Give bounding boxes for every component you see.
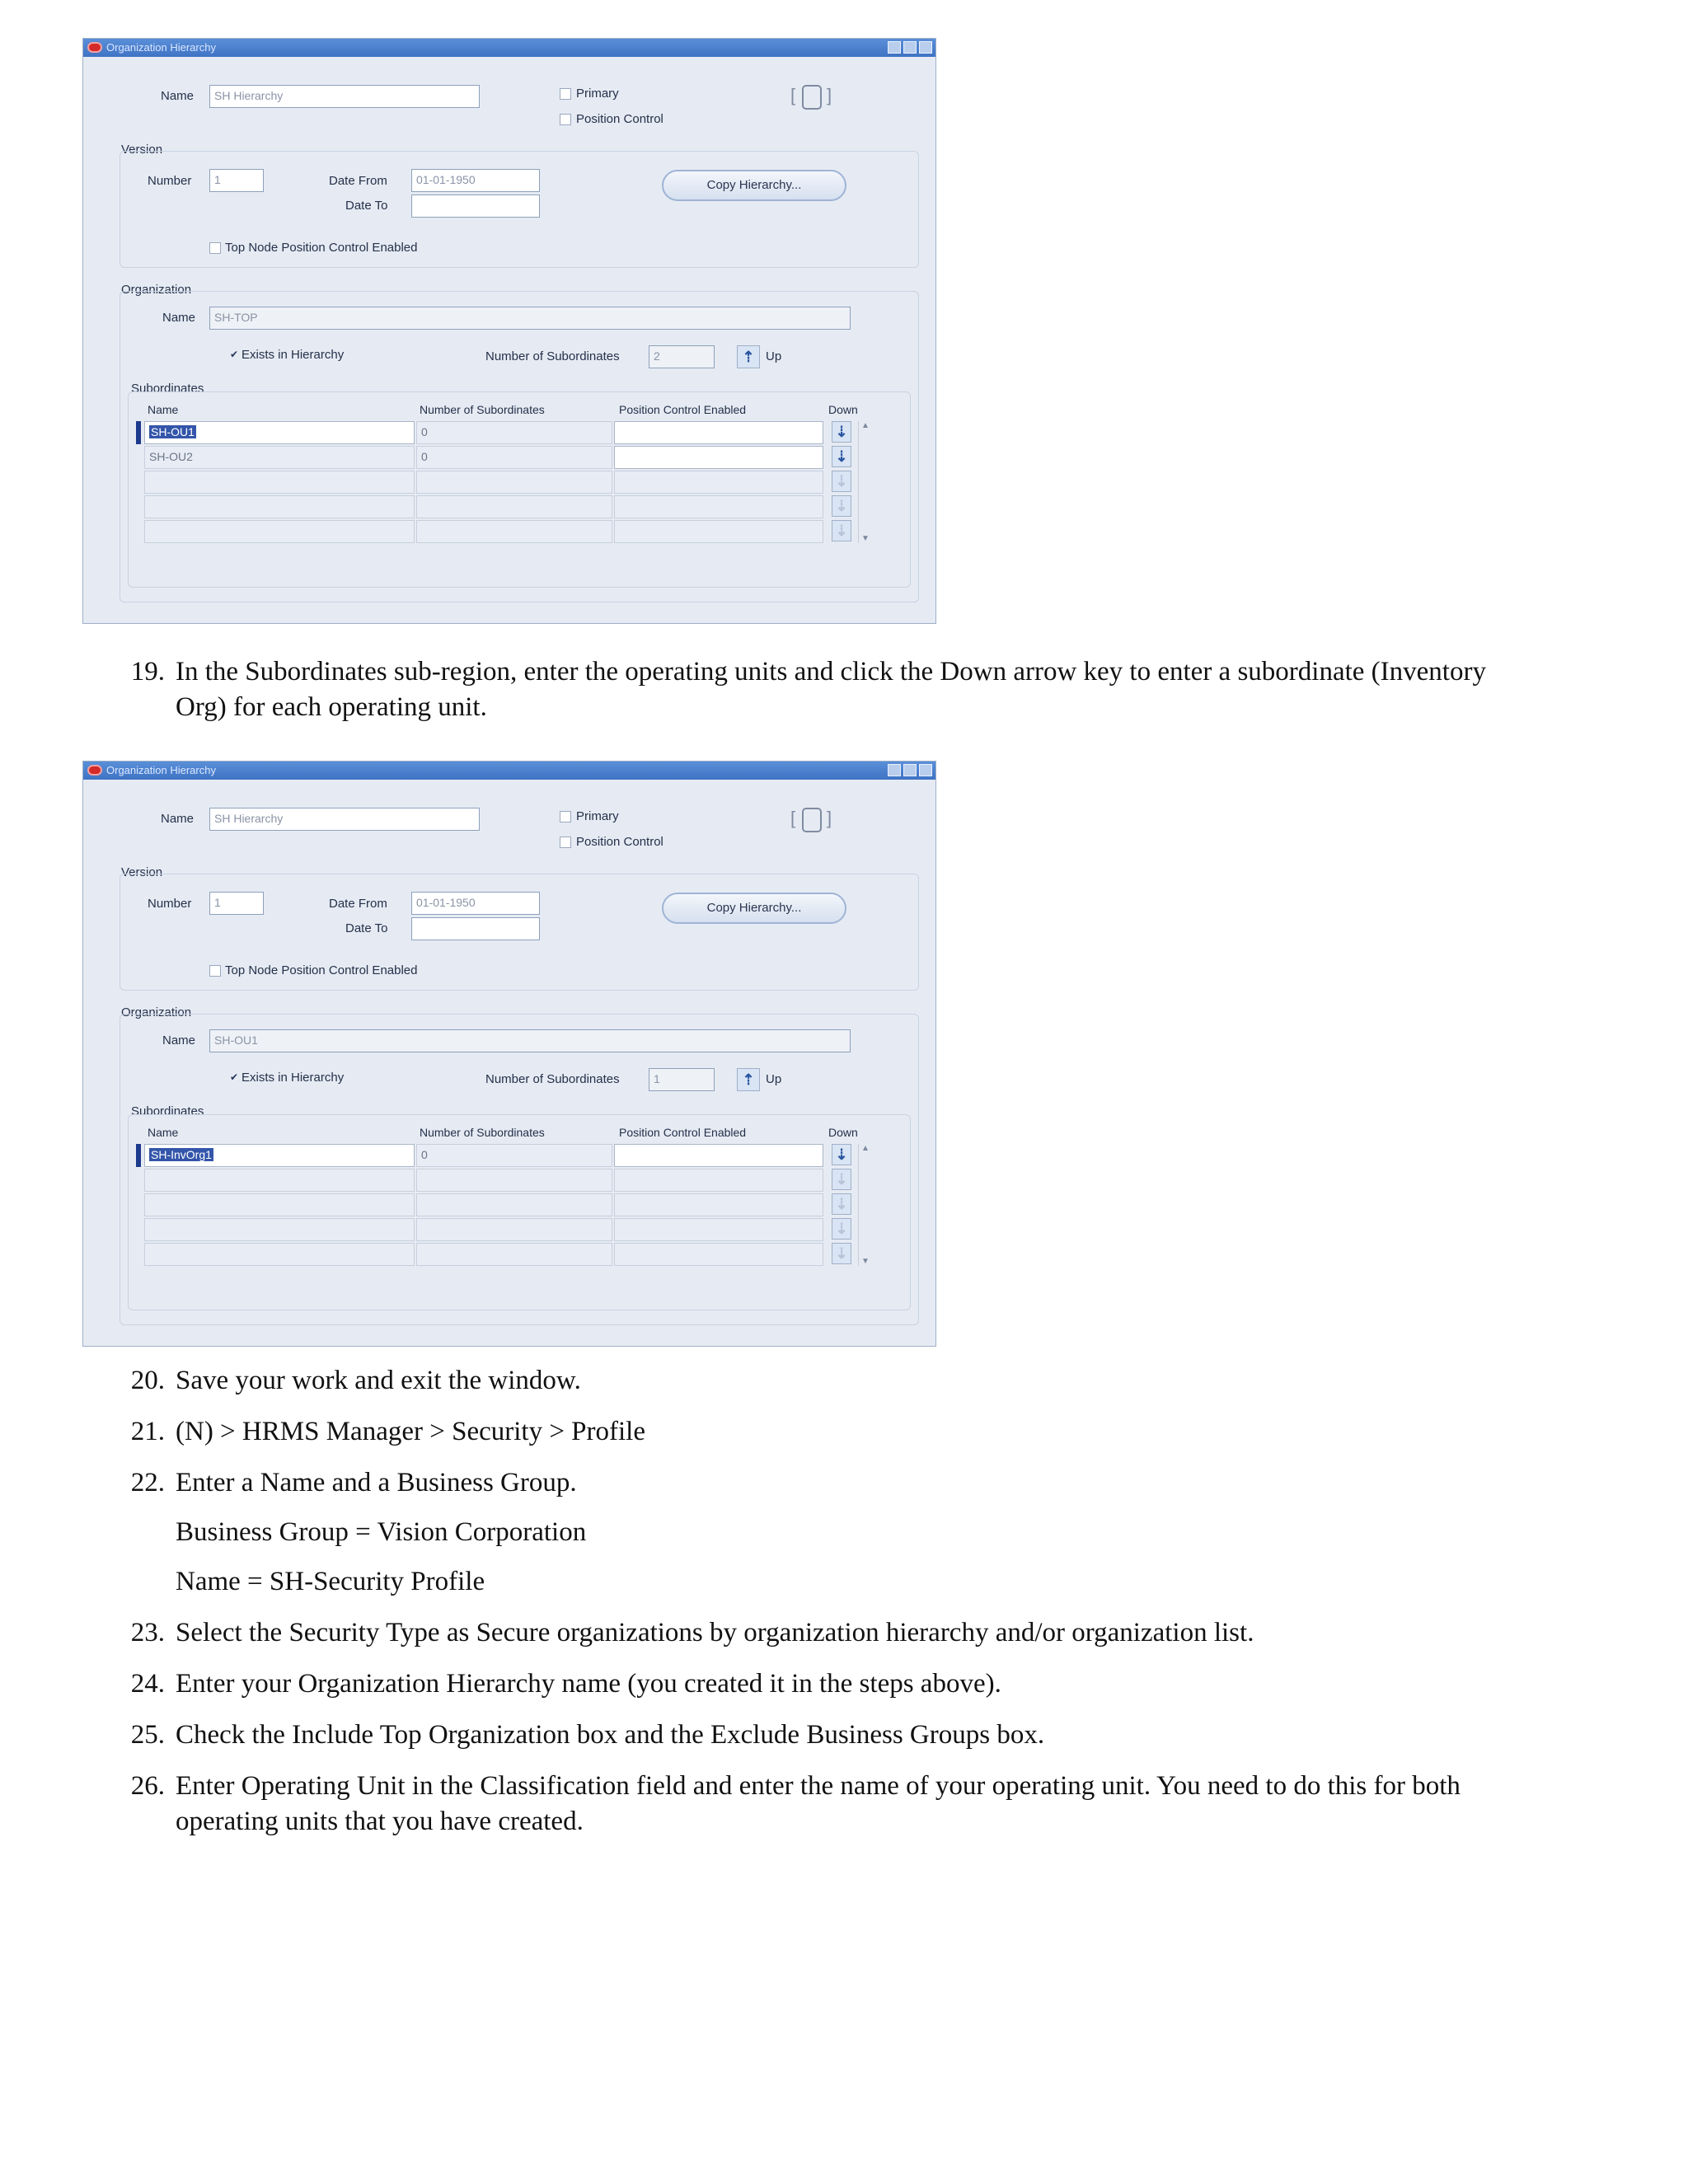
scroll-up-icon[interactable]: ▲ <box>861 1144 870 1153</box>
sub-name-cell[interactable] <box>144 1218 415 1241</box>
down-arrow-icon[interactable]: ⇣ <box>832 421 851 443</box>
num-subordinates-field: 1 <box>649 1068 715 1091</box>
step-text: Save your work and exit the window. <box>176 1366 581 1395</box>
up-arrow-button[interactable]: ⇡ <box>737 1068 760 1091</box>
sub-count-cell <box>416 471 612 494</box>
down-arrow-icon: ⇣ <box>832 1243 851 1264</box>
window-title: Organization Hierarchy <box>106 764 216 776</box>
top-node-checkbox[interactable] <box>209 242 221 254</box>
position-control-label: Position Control <box>576 112 663 126</box>
col-down-header: Down <box>828 403 858 416</box>
step-number: 19. <box>130 657 165 687</box>
sub-position-cell[interactable] <box>614 421 823 444</box>
sub-position-cell[interactable] <box>614 520 823 543</box>
top-node-label: Top Node Position Control Enabled <box>225 963 418 977</box>
oracle-logo-icon <box>87 765 102 776</box>
sub-count-cell <box>416 1243 612 1266</box>
sub-name-cell[interactable] <box>144 495 415 518</box>
date-to-label: Date To <box>345 921 388 935</box>
col-down-header: Down <box>828 1126 858 1139</box>
step-text: (N) > HRMS Manager > Security > Profile <box>176 1417 645 1446</box>
top-node-label: Top Node Position Control Enabled <box>225 241 418 255</box>
down-arrow-icon: ⇣ <box>832 1169 851 1190</box>
sub-name-cell[interactable]: SH-OU2 <box>144 446 415 469</box>
num-subordinates-field: 2 <box>649 345 715 368</box>
scroll-up-icon[interactable]: ▲ <box>861 421 870 430</box>
sub-count-cell: 0 <box>416 421 612 444</box>
number-label: Number <box>148 174 192 188</box>
close-icon[interactable] <box>919 41 932 54</box>
step-text: Enter Operating Unit in the Classification field and enter the name of your operating unit. You need to do this for both <box>176 1771 1461 1801</box>
current-record-marker <box>136 421 141 444</box>
col-number-header: Number of Subordinates <box>420 403 545 416</box>
up-label: Up <box>766 349 782 363</box>
exists-label: Exists in Hierarchy <box>241 348 345 362</box>
down-arrow-icon: ⇣ <box>832 471 851 492</box>
flex-field-icon[interactable] <box>802 808 822 832</box>
bracket-left-icon: [ <box>790 85 796 105</box>
col-name-header: Name <box>148 1126 179 1139</box>
scroll-down-icon[interactable]: ▼ <box>861 1257 870 1266</box>
step-text: Enter your Organization Hierarchy name (you created it in the steps above). <box>176 1669 1001 1699</box>
step-number: 22. <box>130 1468 165 1497</box>
sub-count-cell <box>416 1169 612 1192</box>
sub-count-cell <box>416 495 612 518</box>
bracket-right-icon: ] <box>827 808 832 828</box>
sub-position-cell[interactable] <box>614 1243 823 1266</box>
date-from-label: Date From <box>329 897 387 911</box>
sub-name-cell[interactable] <box>144 1169 415 1192</box>
sub-position-cell[interactable] <box>614 446 823 469</box>
down-arrow-icon: ⇣ <box>832 495 851 517</box>
exists-checkbox[interactable]: ✔ <box>229 1071 239 1083</box>
sub-count-cell <box>416 1218 612 1241</box>
col-name-header: Name <box>148 403 179 416</box>
copy-hierarchy-button[interactable]: Copy Hierarchy... <box>662 893 846 924</box>
step-number: 20. <box>130 1366 165 1395</box>
step-number: 21. <box>130 1417 165 1446</box>
primary-checkbox[interactable] <box>560 811 571 823</box>
org-name-field[interactable]: SH-TOP <box>209 307 851 330</box>
sub-name-cell[interactable]: SH-InvOrg1 <box>144 1144 415 1167</box>
version-number-field[interactable]: 1 <box>209 169 264 192</box>
step-detail: Business Group = Vision Corporation <box>176 1517 587 1547</box>
sub-position-cell[interactable] <box>614 471 823 494</box>
down-arrow-icon[interactable]: ⇣ <box>832 446 851 467</box>
step-number: 26. <box>130 1771 165 1801</box>
position-control-label: Position Control <box>576 835 663 849</box>
sub-count-cell <box>416 520 612 543</box>
org-name-field[interactable]: SH-OU1 <box>209 1029 851 1052</box>
close-icon[interactable] <box>919 764 932 776</box>
step-number: 24. <box>130 1669 165 1699</box>
step-number: 25. <box>130 1720 165 1750</box>
hierarchy-name-field[interactable]: SH Hierarchy <box>209 85 480 108</box>
version-number-field[interactable]: 1 <box>209 892 264 915</box>
name-label: Name <box>161 89 195 103</box>
date-to-field[interactable] <box>411 917 540 940</box>
up-label: Up <box>766 1072 782 1086</box>
date-from-label: Date From <box>329 174 387 188</box>
maximize-icon[interactable] <box>903 764 917 776</box>
step-text-cont: operating units that you have created. <box>176 1807 584 1836</box>
primary-label: Primary <box>576 809 619 823</box>
subordinates-scrollbar[interactable] <box>858 1144 872 1266</box>
sub-position-cell[interactable] <box>614 1193 823 1216</box>
down-arrow-icon: ⇣ <box>832 1218 851 1240</box>
organization-label: Organization <box>121 283 192 297</box>
subordinates-label: Subordinates <box>131 1104 204 1118</box>
col-number-header: Number of Subordinates <box>420 1126 545 1139</box>
sub-count-cell <box>416 1193 612 1216</box>
date-from-field[interactable]: 01-01-1950 <box>411 169 540 192</box>
date-to-field[interactable] <box>411 194 540 218</box>
sub-position-cell[interactable] <box>614 495 823 518</box>
col-position-header: Position Control Enabled <box>619 1126 747 1139</box>
num-subordinates-label: Number of Subordinates <box>485 349 620 363</box>
sub-name-cell[interactable] <box>144 520 415 543</box>
num-subordinates-label: Number of Subordinates <box>485 1072 620 1086</box>
maximize-icon[interactable] <box>903 41 917 54</box>
exists-label: Exists in Hierarchy <box>241 1071 345 1085</box>
step-text: Select the Security Type as Secure organizations by organization hierarchy and/or organization list. <box>176 1618 1254 1647</box>
sub-position-cell[interactable] <box>614 1144 823 1167</box>
sub-position-cell[interactable] <box>614 1169 823 1192</box>
primary-checkbox[interactable] <box>560 88 571 100</box>
sub-count-cell: 0 <box>416 1144 612 1167</box>
position-control-checkbox[interactable] <box>560 837 571 848</box>
org-name-label: Name <box>162 1033 196 1047</box>
down-arrow-icon[interactable]: ⇣ <box>832 1144 851 1165</box>
step-text: Check the Include Top Organization box and the Exclude Business Groups box. <box>176 1720 1045 1750</box>
minimize-icon[interactable] <box>888 764 901 776</box>
window-title: Organization Hierarchy <box>106 41 216 54</box>
minimize-icon[interactable] <box>888 41 901 54</box>
up-arrow-button[interactable]: ⇡ <box>737 345 760 368</box>
exists-checkbox[interactable]: ✔ <box>229 349 239 360</box>
current-record-marker <box>136 1144 141 1167</box>
bracket-right-icon: ] <box>827 85 832 105</box>
org-hierarchy-window-2 <box>82 761 936 1347</box>
hierarchy-name-field[interactable]: SH Hierarchy <box>209 808 480 831</box>
window-titlebar <box>83 39 935 57</box>
step-text: Enter a Name and a Business Group. <box>176 1468 577 1497</box>
sub-name-cell[interactable]: SH-OU1 <box>144 421 415 444</box>
scroll-down-icon[interactable]: ▼ <box>861 534 870 543</box>
flex-field-icon[interactable] <box>802 85 822 110</box>
sub-name-cell[interactable] <box>144 1243 415 1266</box>
date-to-label: Date To <box>345 199 388 213</box>
top-node-checkbox[interactable] <box>209 965 221 977</box>
down-arrow-icon: ⇣ <box>832 1193 851 1215</box>
sub-name-cell[interactable] <box>144 1193 415 1216</box>
version-label: Version <box>121 143 163 157</box>
step-text: In the Subordinates sub-region, enter the operating units and click the Down arrow key to enter a subordinate (Inventory <box>176 657 1486 687</box>
step-detail: Name = SH-Security Profile <box>176 1567 485 1596</box>
window-titlebar <box>83 762 935 780</box>
step-text-cont: Org) for each operating unit. <box>176 692 487 722</box>
primary-label: Primary <box>576 87 619 101</box>
org-hierarchy-window-1 <box>82 38 936 624</box>
version-label: Version <box>121 865 163 879</box>
subordinates-label: Subordinates <box>131 382 204 396</box>
copy-hierarchy-button[interactable]: Copy Hierarchy... <box>662 170 846 201</box>
name-label: Name <box>161 812 195 826</box>
number-label: Number <box>148 897 192 911</box>
step-number: 23. <box>130 1618 165 1647</box>
subordinates-scrollbar[interactable] <box>858 421 872 543</box>
sub-count-cell: 0 <box>416 446 612 469</box>
position-control-checkbox[interactable] <box>560 114 571 125</box>
organization-label: Organization <box>121 1005 192 1019</box>
date-from-field[interactable]: 01-01-1950 <box>411 892 540 915</box>
sub-position-cell[interactable] <box>614 1218 823 1241</box>
bracket-left-icon: [ <box>790 808 796 828</box>
oracle-logo-icon <box>87 42 102 53</box>
down-arrow-icon: ⇣ <box>832 520 851 541</box>
sub-name-cell[interactable] <box>144 471 415 494</box>
col-position-header: Position Control Enabled <box>619 403 747 416</box>
org-name-label: Name <box>162 311 196 325</box>
